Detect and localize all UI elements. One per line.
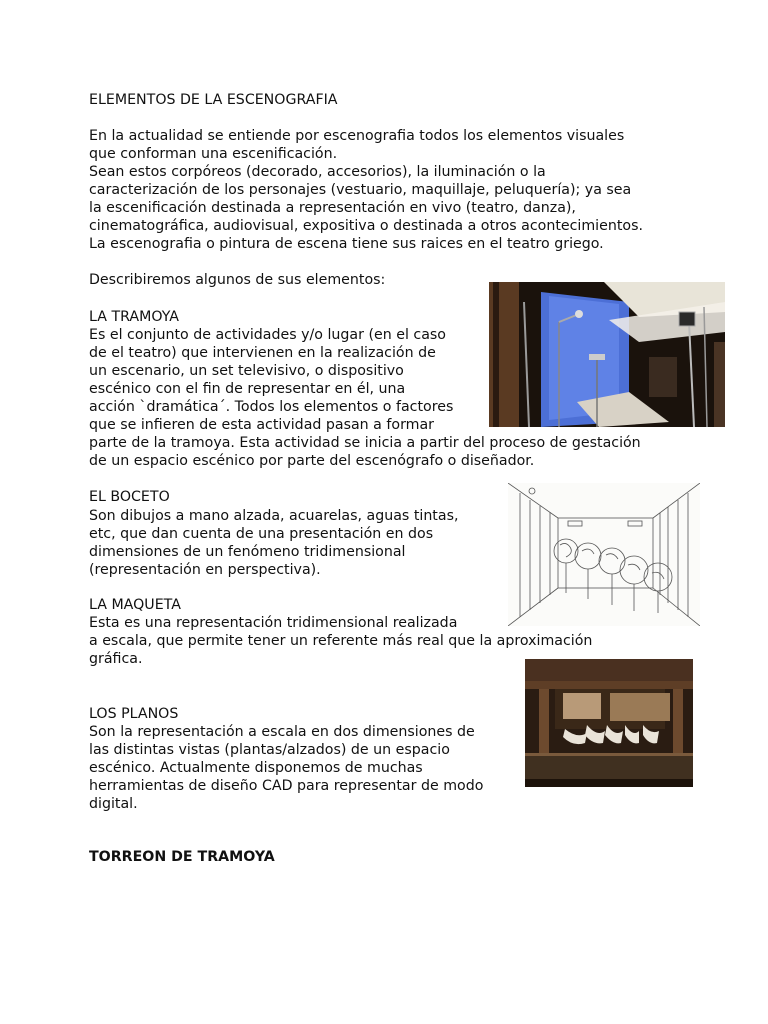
tramoya-line: un escenario, un set televisivo, o dispositivo <box>89 363 404 379</box>
planos-line: digital. <box>89 796 138 812</box>
boceto-line: dimensiones de un fenómeno tridimensional <box>89 544 406 560</box>
tramoya-line: de un espacio escénico por parte del escenógrafo o diseñador. <box>89 453 535 469</box>
intro-line: Sean estos corpóreos (decorado, accesorios), la iluminación o la <box>89 164 546 180</box>
document-title: ELEMENTOS DE LA ESCENOGRAFIA <box>89 92 338 108</box>
maqueta-line: gráfica. <box>89 651 143 667</box>
intro-line: cinematográfica, audiovisual, expositiva o destinada a otros acontecimientos. <box>89 218 643 234</box>
tramoya-line: de el teatro) que intervienen en la realización de <box>89 345 436 361</box>
studio-set-photo <box>489 282 725 427</box>
tramoya-line: escénico con el fin de representar en él, una <box>89 381 406 397</box>
section-heading-torreon: TORREON DE TRAMOYA <box>89 849 275 865</box>
intro-line: En la actualidad se entiende por escenografia todos los elementos visuales <box>89 128 625 144</box>
maqueta-line: Esta es una representación tridimensional realizada <box>89 615 458 631</box>
stage-model-photo <box>525 659 693 787</box>
planos-line: Son la representación a escala en dos dimensiones de <box>89 724 475 740</box>
lead-text: Describiremos algunos de sus elementos: <box>89 272 386 288</box>
section-heading-maqueta: LA MAQUETA <box>89 597 181 613</box>
tramoya-line: acción `dramática´. Todos los elementos o factores <box>89 399 454 415</box>
boceto-line: Son dibujos a mano alzada, acuarelas, aguas tintas, <box>89 508 459 524</box>
intro-line: que conforman una escenificación. <box>89 146 338 162</box>
tramoya-line: Es el conjunto de actividades y/o lugar (en el caso <box>89 327 446 343</box>
maqueta-line: a escala, que permite tener un referente más real que la aproximación <box>89 633 593 649</box>
intro-line: la escenificación destinada a representación en vivo (teatro, danza), <box>89 200 576 216</box>
planos-line: las distintas vistas (plantas/alzados) de un espacio <box>89 742 450 758</box>
intro-line: caracterización de los personajes (vestuario, maquillaje, peluquería); ya sea <box>89 182 632 198</box>
intro-line: La escenografia o pintura de escena tiene sus raices en el teatro griego. <box>89 236 604 252</box>
stage-sketch-drawing <box>508 483 700 626</box>
section-heading-boceto: EL BOCETO <box>89 489 170 505</box>
tramoya-line: que se infieren de esta actividad pasan a formar <box>89 417 434 433</box>
boceto-line: (representación en perspectiva). <box>89 562 321 578</box>
planos-line: escénico. Actualmente disponemos de muchas <box>89 760 423 776</box>
tramoya-line: parte de la tramoya. Esta actividad se inicia a partir del proceso de gestación <box>89 435 641 451</box>
boceto-line: etc, que dan cuenta de una presentación en dos <box>89 526 434 542</box>
section-heading-planos: LOS PLANOS <box>89 706 179 722</box>
planos-line: herramientas de diseño CAD para representar de modo <box>89 778 484 794</box>
section-heading-tramoya: LA TRAMOYA <box>89 309 180 325</box>
